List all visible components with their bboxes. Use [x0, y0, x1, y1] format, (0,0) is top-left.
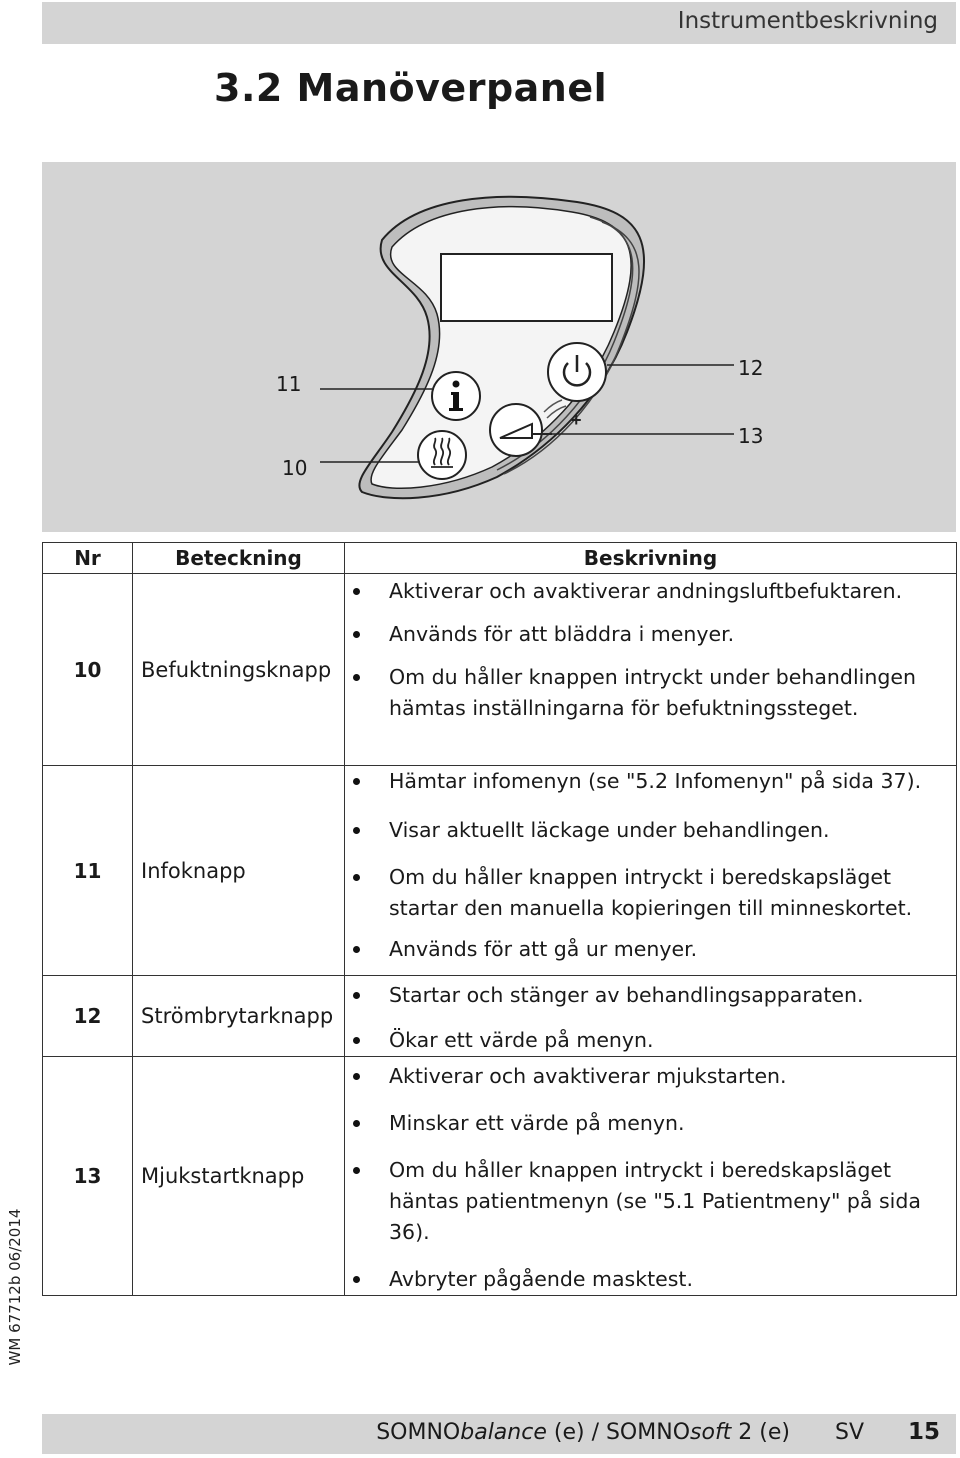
row-name: Infoknapp	[133, 766, 345, 976]
header-nr: Nr	[43, 543, 133, 574]
list-item: Visar aktuellt läckage under behandlingen.	[345, 815, 956, 846]
plus-symbol: +	[571, 410, 582, 430]
list-item: Aktiverar och avaktiverar andningsluftbefuktaren.	[345, 576, 956, 607]
row-description	[345, 976, 957, 1057]
row-name: Befuktningsknapp	[133, 574, 345, 766]
header-desc: Beskrivning	[345, 543, 957, 574]
table-row	[43, 976, 957, 1057]
product-b-suffix: 2 (e)	[731, 1420, 790, 1445]
table-row	[43, 766, 957, 976]
table-row	[43, 1057, 957, 1296]
product-a-italic: balance	[460, 1420, 547, 1445]
list-item: Om du håller knappen intryckt under behandlingen hämtas inställningarna för befuktningssteget.	[345, 662, 956, 724]
table-row	[43, 574, 957, 766]
list-item: Används för att bläddra i menyer.	[345, 619, 956, 650]
display-screen	[441, 254, 612, 321]
row-nr: 11	[43, 766, 133, 976]
document-code-text: WM 67712b 06/2014	[6, 1208, 24, 1366]
table-header-row	[43, 543, 957, 574]
row-description	[345, 574, 957, 766]
list-item: Startar och stänger av behandlingsapparaten.	[345, 980, 956, 1011]
row-description	[345, 1057, 957, 1296]
callout-10: 10	[282, 456, 308, 480]
control-panel-drawing	[42, 162, 956, 532]
product-b-italic: soft	[690, 1420, 732, 1445]
list-item: Minskar ett värde på menyn.	[345, 1108, 956, 1139]
list-item: Om du håller knappen intryckt i beredskapsläget startar den manuella kopieringen till minneskortet.	[345, 862, 956, 924]
button-description-table	[42, 542, 957, 1296]
list-item: Om du håller knappen intryckt i beredskapsläget häntas patientmenyn (se "5.1 Patientmeny" på sida 36).	[345, 1155, 956, 1248]
row-name: Strömbrytarknapp	[133, 976, 345, 1057]
product-a: SOMNO	[376, 1420, 461, 1445]
callout-12: 12	[738, 356, 764, 380]
row-nr: 13	[43, 1057, 133, 1296]
document-code	[0, 1200, 30, 1380]
footer-bar	[42, 1414, 956, 1454]
footer-language: SV	[834, 1420, 864, 1445]
header-name: Beteckning	[133, 543, 345, 574]
row-description	[345, 766, 957, 976]
header-title: Instrumentbeskrivning	[677, 8, 938, 34]
row-name: Mjukstartknapp	[133, 1057, 345, 1296]
callout-13: 13	[738, 424, 764, 448]
footer-product-names	[376, 1420, 790, 1445]
footer-page-number: 15	[907, 1419, 940, 1445]
list-item: Används för att gå ur menyer.	[345, 934, 956, 965]
product-a-suffix: (e) /	[546, 1420, 606, 1445]
callout-11: 11	[276, 372, 302, 396]
row-nr: 12	[43, 976, 133, 1057]
header-bar	[42, 2, 956, 44]
list-item: Hämtar infomenyn (se "5.2 Infomenyn" på sida 37).	[345, 766, 956, 797]
section-title: 3.2 Manöverpanel	[214, 66, 608, 110]
list-item: Avbryter pågående masktest.	[345, 1264, 956, 1295]
list-item: Ökar ett värde på menyn.	[345, 1025, 956, 1056]
product-b: SOMNO	[605, 1420, 691, 1445]
row-nr: 10	[43, 574, 133, 766]
list-item: Aktiverar och avaktiverar mjukstarten.	[345, 1061, 956, 1092]
control-panel-figure	[42, 162, 956, 532]
